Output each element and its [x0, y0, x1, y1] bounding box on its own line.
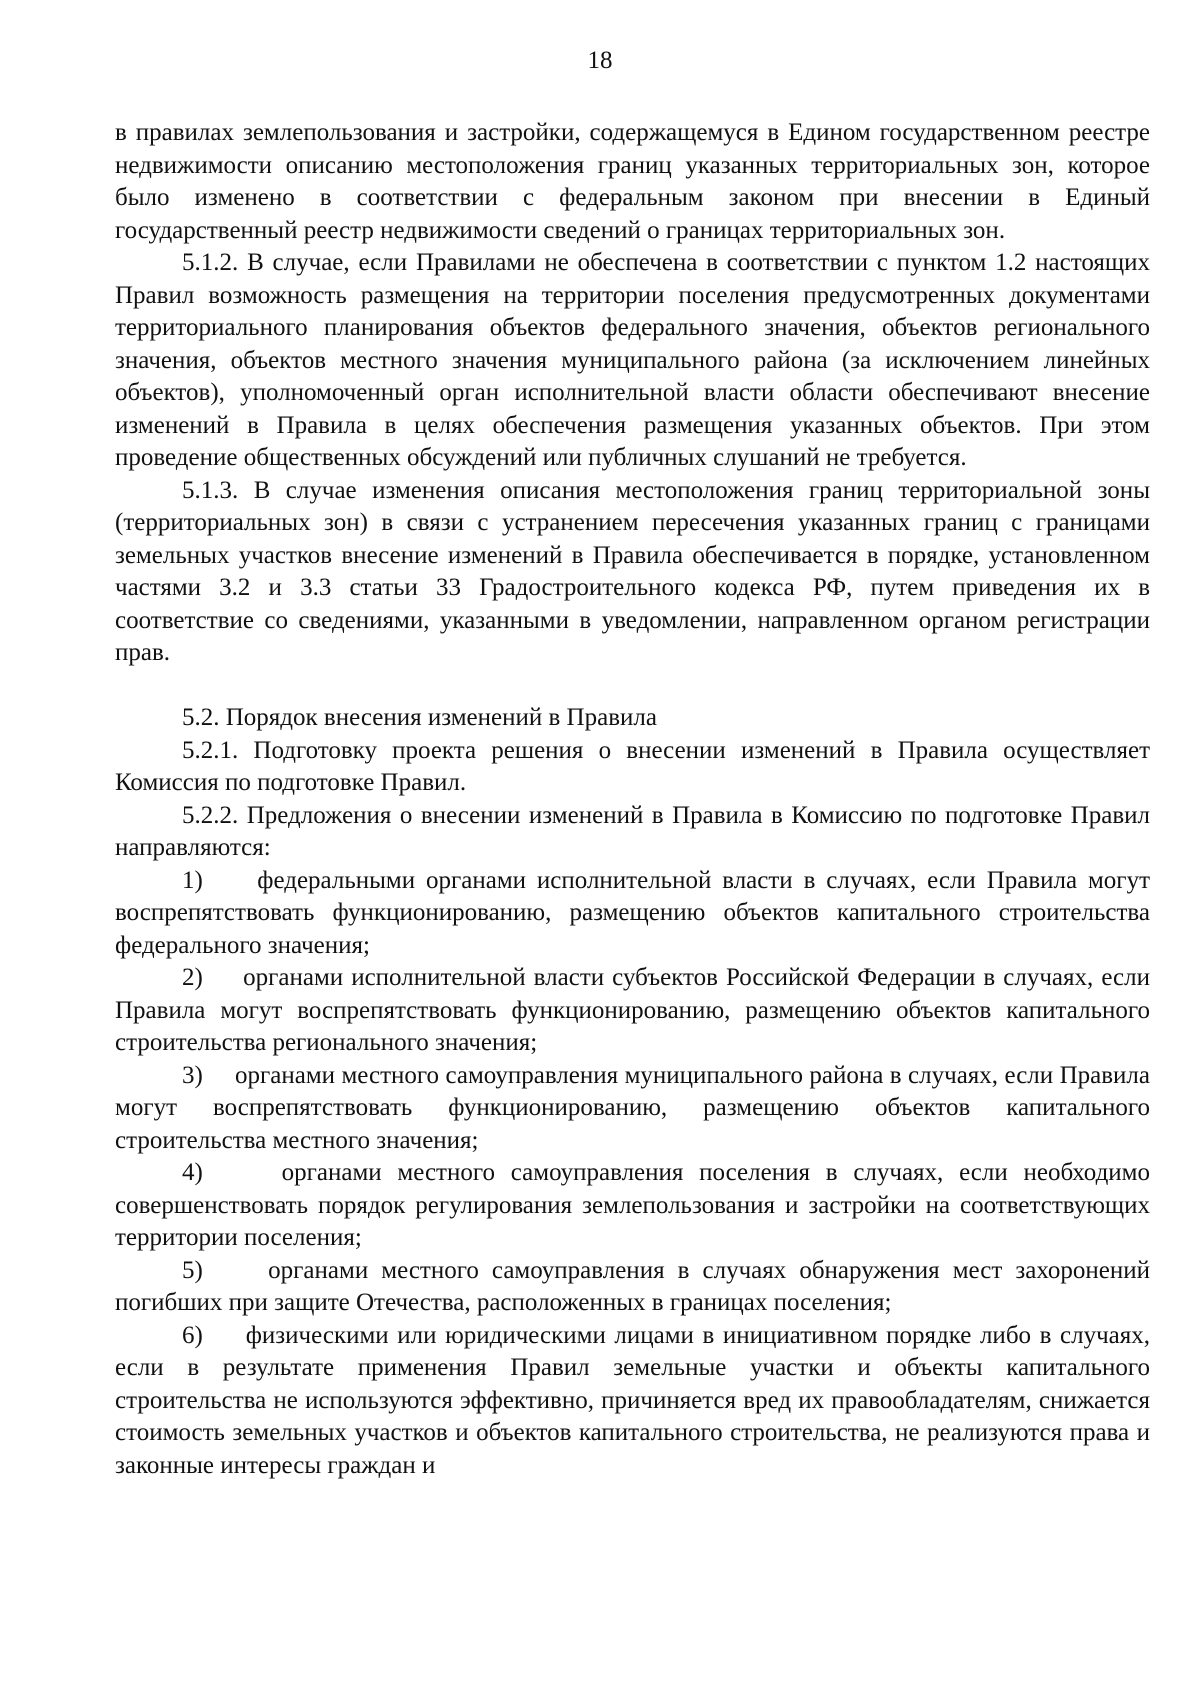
page-number: 18 — [587, 47, 613, 74]
paragraph-continuation: в правилах землепользования и застройки, содержащемуся в Едином государственном реестре недвижимости описанию местоположения границ указанных территориальных зон, которое было изменено в соответствии с федеральным законом при внесении в Единый государственный реестр недвижимости сведений о границах территориальных зон. — [115, 119, 1150, 244]
list-item-6: 6) физическими или юридическими лицами в инициативном порядке либо в случаях, если в результате применения Правил земельные участки и объекты капитального строительства не используются эффективно, причиняется вред их правообладателям, снижается стоимость земельных участков и объектов капитального строительства, не реализуются права и законные интересы граждан и — [115, 1321, 1157, 1479]
paragraph-5-1-3: 5.1.3. В случае изменения описания местоположения границ территориальной зоны (территориальных зон) в связи с устранением пересечения указанных границ с границами земельных участков внесение изменений в Правила обеспечивается в порядке, установленном частями 3.2 и 3.3 статьи 33 Градостроительного кодекса РФ, путем приведения их в соответствие со сведениями, указанными в уведомлении, направленном органом регистрации прав. — [115, 476, 1150, 666]
paragraph-5-2-1: 5.2.1. Подготовку проекта решения о внесении изменений в Правила осуществляет Комиссия по подготовке Правил. — [115, 736, 1150, 796]
section-heading-5-2: 5.2. Порядок внесения изменений в Правила — [182, 704, 657, 731]
list-item-4: 4) органами местного самоуправления поселения в случаях, если необходимо совершенствовать порядок регулирования землепользования и застройки на соответствующих территории поселения; — [115, 1159, 1157, 1251]
list-item-2: 2) органами исполнительной власти субъектов Российской Федерации в случаях, если Правила могут воспрепятствовать функционированию, размещению объектов капитального строительства регионального значения; — [115, 964, 1157, 1056]
paragraph-gap — [115, 670, 1150, 703]
list-item-3: 3) органами местного самоуправления муниципального района в случаях, если Правила могут воспрепятствовать функционированию, размещению объектов капитального строительства местного значения; — [115, 1061, 1157, 1154]
paragraph-5-2-2: 5.2.2. Предложения о внесении изменений в Правила в Комиссию по подготовке Правил направляются: — [115, 801, 1150, 861]
list-item-1: 1) федеральными органами исполнительной власти в случаях, если Правила могут воспрепятствовать функционированию, размещению объектов капитального строительства федерального значения; — [115, 866, 1157, 959]
document-body — [115, 117, 1157, 1482]
list-item-5: 5) органами местного самоуправления в случаях обнаружения мест захоронений погибших при защите Отечества, расположенных в границах поселения; — [115, 1256, 1157, 1316]
paragraph-5-1-2: 5.1.2. В случае, если Правилами не обеспечена в соответствии с пунктом 1.2 настоящих Правил возможность размещения на территории поселения предусмотренных документами территориального планирования объектов федерального значения, объектов регионального значения, объектов местного значения муниципального района (за исключением линейных объектов), уполномоченный орган исполнительной власти области обеспечивают внесение изменений в Правила в целях обеспечения размещения указанных объектов. При этом проведение общественных обсуждений или публичных слушаний не требуется. — [115, 249, 1150, 471]
